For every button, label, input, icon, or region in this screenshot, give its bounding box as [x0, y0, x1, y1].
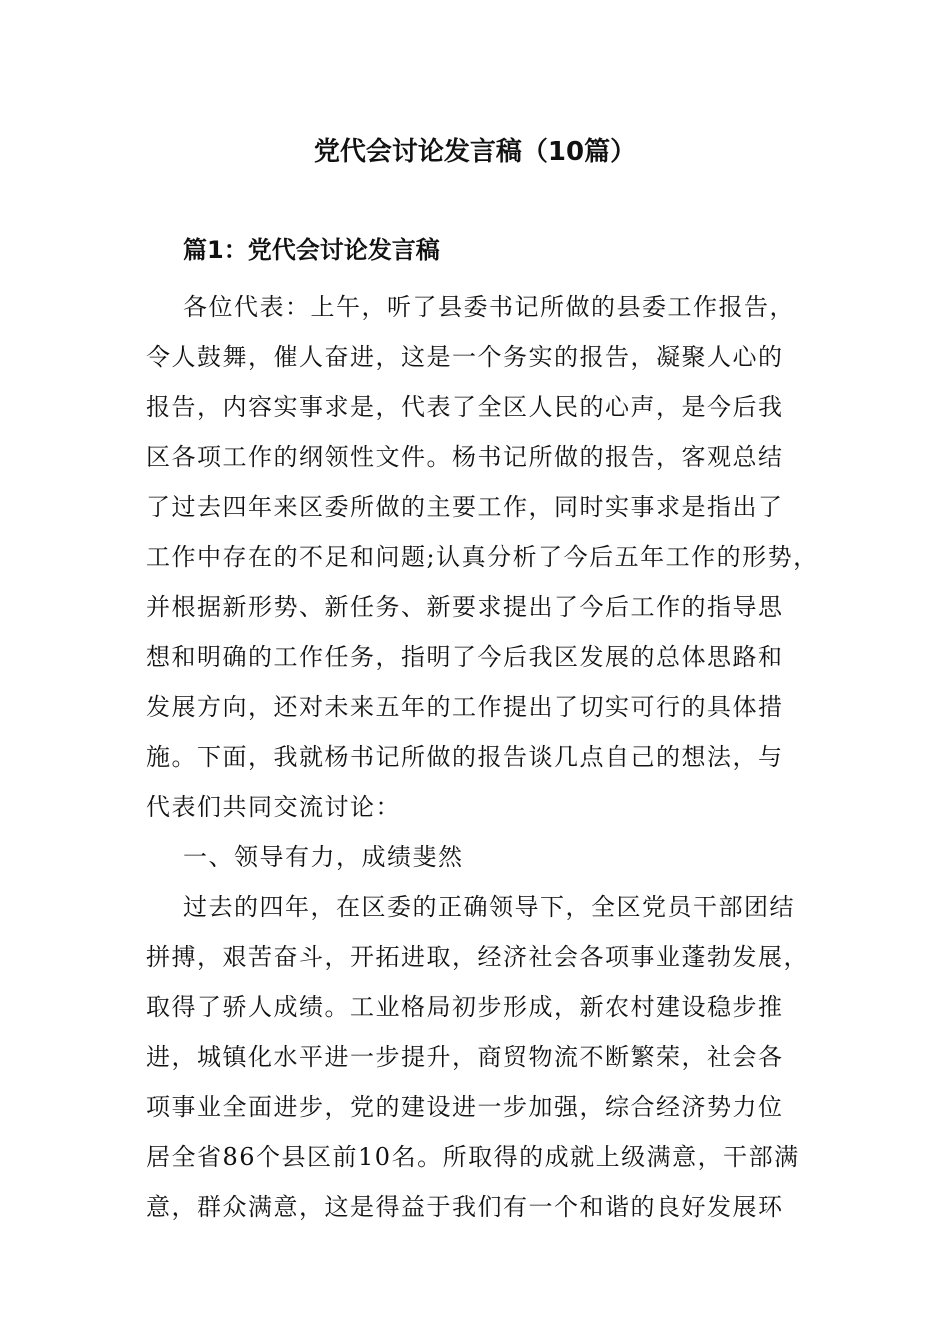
paragraph-line: 令人鼓舞，催人奋进，这是一个务实的报告，凝聚人心的 — [146, 343, 784, 371]
paragraph-line: 施。下面，我就杨书记所做的报告谈几点自己的想法，与 — [146, 743, 784, 771]
paragraph-line: 发展方向，还对未来五年的工作提出了切实可行的具体措 — [146, 693, 784, 721]
paragraph-line: 区各项工作的纲领性文件。杨书记所做的报告，客观总结 — [146, 443, 784, 471]
paragraph-line: 取得了骄人成绩。工业格局初步形成，新农村建设稳步推 — [146, 993, 784, 1021]
paragraph-line: 意，群众满意，这是得益于我们有一个和谐的良好发展环 — [146, 1193, 784, 1221]
paragraph-line: 想和明确的工作任务，指明了今后我区发展的总体思路和 — [146, 643, 784, 671]
paragraph-line: 代表们共同交流讨论： — [146, 793, 401, 821]
section-heading: 篇1：党代会讨论发言稿 — [183, 236, 440, 264]
paragraph-line: 居全省86个县区前10名。所取得的成就上级满意，干部满 — [146, 1143, 800, 1171]
subheading-line: 一、领导有力，成绩斐然 — [183, 843, 464, 871]
paragraph-line: 项事业全面进步，党的建设进一步加强，综合经济势力位 — [146, 1093, 784, 1121]
paragraph-line: 各位代表：上午，听了县委书记所做的县委工作报告， — [183, 293, 795, 321]
paragraph-line: 过去的四年，在区委的正确领导下，全区党员干部团结 — [183, 893, 795, 921]
paragraph-line: 进，城镇化水平进一步提升，商贸物流不断繁荣，社会各 — [146, 1043, 784, 1071]
paragraph-line: 并根据新形势、新任务、新要求提出了今后工作的指导思 — [146, 593, 784, 621]
paragraph-line: 了过去四年来区委所做的主要工作，同时实事求是指出了 — [146, 493, 784, 521]
paragraph-line: 拼搏，艰苦奋斗，开拓进取，经济社会各项事业蓬勃发展， — [146, 943, 809, 971]
document-title: 党代会讨论发言稿（10篇） — [313, 137, 637, 167]
paragraph-line: 报告，内容实事求是，代表了全区人民的心声，是今后我 — [146, 393, 784, 421]
paragraph-line: 工作中存在的不足和问题;认真分析了今后五年工作的形势， — [146, 543, 819, 571]
